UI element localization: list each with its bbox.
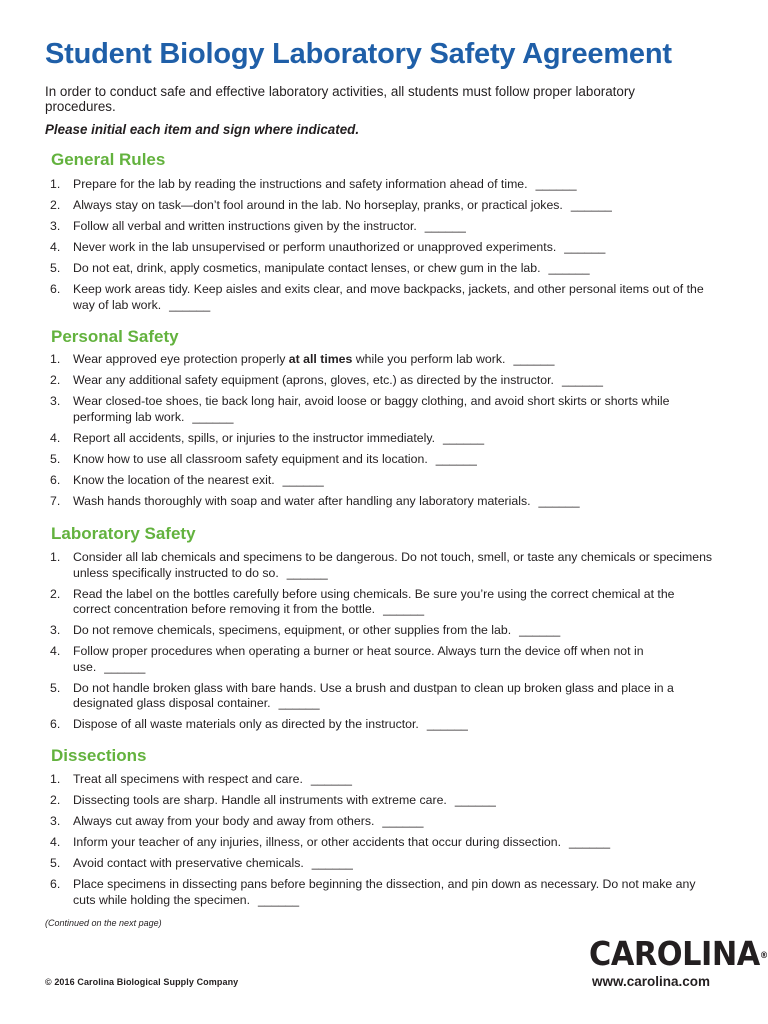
list-item xyxy=(45,394,713,425)
item-number: 3. xyxy=(50,219,61,233)
list-item xyxy=(45,877,713,908)
initial-blank[interactable]: ______ xyxy=(278,696,320,710)
item-number: 1. xyxy=(50,352,61,366)
initial-blank[interactable]: ______ xyxy=(382,814,424,828)
list-item xyxy=(45,261,713,277)
section-title-personal-safety: Personal Safety xyxy=(51,327,179,346)
logo-wordmark: CAROLINA xyxy=(589,934,760,973)
list-item xyxy=(45,587,713,618)
item-text: Treat all specimens with respect and care. xyxy=(73,772,303,786)
item-number: 7. xyxy=(50,493,61,508)
list-item xyxy=(45,431,713,447)
item-text: Never work in the lab unsupervised or perform unauthorized or unapproved experiments. xyxy=(73,240,557,254)
item-text: Dissecting tools are sharp. Handle all instruments with extreme care. xyxy=(73,793,447,807)
initial-blank[interactable]: ______ xyxy=(443,430,485,445)
item-text: Report all accidents, spills, or injuries to the instructor immediately. xyxy=(73,430,435,445)
list-item xyxy=(45,835,713,851)
item-text: Consider all lab chemicals and specimens to be dangerous. Do not touch, smell, or taste any chemicals or specimens unless specifically instructed to do so. xyxy=(73,550,713,580)
item-emphasis: at all times xyxy=(288,352,353,366)
list-item xyxy=(45,856,713,872)
item-number: 5. xyxy=(50,856,61,870)
item-number: 4. xyxy=(50,835,61,849)
continued-note: (Continued on the next page) xyxy=(45,918,162,928)
item-number: 2. xyxy=(50,373,61,387)
section-title-dissections: Dissections xyxy=(51,746,147,765)
list-item xyxy=(45,282,713,313)
initial-blank[interactable]: ______ xyxy=(454,793,496,807)
carolina-logo xyxy=(589,934,768,973)
initial-blank[interactable]: ______ xyxy=(286,565,328,580)
item-text: Do not handle broken glass with bare hands. Use a brush and dustpan to clean up broken glass and place in a designated glass disposal container. xyxy=(73,680,674,710)
list-item xyxy=(45,473,713,489)
item-text: Always stay on task—don’t fool around in the lab. No horseplay, pranks, or practical jokes. xyxy=(73,198,563,212)
item-text: Wear closed-toe shoes, tie back long hair, avoid loose or baggy clothing, and avoid short skirts or shorts while performing lab work. xyxy=(73,394,670,424)
initial-blank[interactable]: ______ xyxy=(519,623,561,637)
initial-blank[interactable]: ______ xyxy=(569,835,611,849)
section-title-general-rules: General Rules xyxy=(51,150,166,169)
item-number: 4. xyxy=(50,430,61,445)
initial-blank[interactable]: ______ xyxy=(548,261,590,275)
section-title-laboratory-safety: Laboratory Safety xyxy=(51,524,196,543)
item-text: Read the label on the bottles carefully before using chemicals. Be sure you’re using the correct chemical at the correct concentration before removing it from the bottle. xyxy=(73,586,675,616)
item-text: Know the location of the nearest exit. xyxy=(73,472,275,487)
initial-blank[interactable]: ______ xyxy=(310,772,352,786)
item-text: Do not eat, drink, apply cosmetics, manipulate contact lenses, or chew gum in the lab. xyxy=(73,261,541,275)
item-text: Know how to use all classroom safety equipment and its location. xyxy=(73,451,428,466)
list-item xyxy=(45,793,713,809)
list-item xyxy=(45,494,713,510)
initial-blank[interactable]: ______ xyxy=(282,472,324,487)
list-personal-safety xyxy=(45,352,713,509)
item-number: 6. xyxy=(50,282,61,296)
list-item xyxy=(45,623,713,639)
initial-blank[interactable]: ______ xyxy=(535,177,577,191)
item-number: 5. xyxy=(50,261,61,275)
initial-blank[interactable]: ______ xyxy=(424,219,466,233)
initial-blank[interactable]: ______ xyxy=(561,373,604,387)
item-number: 6. xyxy=(50,877,61,891)
list-item xyxy=(45,219,713,235)
list-item xyxy=(45,772,713,788)
list-item xyxy=(45,177,713,193)
item-number: 4. xyxy=(50,644,61,658)
item-text: Prepare for the lab by reading the instructions and safety information ahead of time. xyxy=(73,177,528,191)
instruction-text: Please initial each item and sign where indicated. xyxy=(45,122,360,137)
item-number: 6. xyxy=(50,472,61,487)
item-number: 6. xyxy=(50,717,61,731)
list-item xyxy=(45,681,713,712)
item-text: Wear any additional safety equipment (aprons, gloves, etc.) as directed by the instructor. xyxy=(73,373,554,387)
initial-blank[interactable]: ______ xyxy=(192,409,234,424)
item-number: 2. xyxy=(50,586,61,601)
item-text: Inform your teacher of any injuries, illness, or other accidents that occur during dissection. xyxy=(73,835,562,849)
initial-blank[interactable]: ______ xyxy=(104,659,146,674)
item-number: 2. xyxy=(50,198,61,212)
item-number: 5. xyxy=(50,451,61,466)
list-item xyxy=(45,373,713,389)
initial-blank[interactable]: ______ xyxy=(435,451,477,466)
list-item xyxy=(45,717,713,733)
item-text: Follow proper procedures when operating a burner or heat source. Always turn the device off when not in use. xyxy=(73,644,644,674)
list-item xyxy=(45,644,713,675)
list-item xyxy=(45,198,713,214)
initial-blank[interactable]: ______ xyxy=(538,493,580,508)
list-item xyxy=(45,550,713,581)
item-text: Follow all verbal and written instructions given by the instructor. xyxy=(73,219,417,233)
item-text: Keep work areas tidy. Keep aisles and exits clear, and move backpacks, jackets, and other personal items out of the way of lab work. xyxy=(73,282,704,312)
item-text: Dispose of all waste materials only as directed by the instructor. xyxy=(73,717,419,731)
initial-blank[interactable]: ______ xyxy=(426,717,468,731)
copyright-text: © 2016 Carolina Biological Supply Company xyxy=(45,977,239,987)
item-number: 1. xyxy=(50,177,61,191)
initial-blank[interactable]: ______ xyxy=(311,856,353,870)
list-item xyxy=(45,240,713,256)
item-number: 1. xyxy=(50,550,61,564)
item-number: 3. xyxy=(50,623,61,637)
item-text: Always cut away from your body and away from others. xyxy=(73,814,375,828)
item-number: 1. xyxy=(50,772,61,786)
list-dissections xyxy=(45,772,713,908)
list-item xyxy=(45,352,713,368)
item-number: 3. xyxy=(50,814,61,828)
initial-blank[interactable]: ______ xyxy=(570,198,612,212)
page-title: Student Biology Laboratory Safety Agreement xyxy=(45,38,672,70)
list-general-rules xyxy=(45,177,713,313)
initial-blank[interactable]: ______ xyxy=(564,240,606,254)
item-number: 2. xyxy=(50,793,61,807)
list-item xyxy=(45,814,713,830)
initial-blank[interactable]: ______ xyxy=(258,892,300,907)
item-text: Wear approved eye protection properly xyxy=(73,352,289,366)
website-url[interactable]: www.carolina.com xyxy=(592,974,711,989)
registered-mark: ® xyxy=(759,951,768,961)
list-laboratory-safety xyxy=(45,550,713,733)
item-number: 5. xyxy=(50,680,61,695)
item-text: while you perform lab work. xyxy=(352,352,506,366)
item-text: Place specimens in dissecting pans before beginning the dissection, and pin down as necessary. Do not make any cuts while holding the specimen. xyxy=(73,877,696,907)
initial-blank[interactable]: ______ xyxy=(383,602,425,616)
item-text: Wash hands thoroughly with soap and water after handling any laboratory materials. xyxy=(73,493,531,508)
item-text: Do not remove chemicals, specimens, equipment, or other supplies from the lab. xyxy=(73,623,512,637)
list-item xyxy=(45,452,713,468)
intro-paragraph: In order to conduct safe and effective laboratory activities, all students must follow proper laboratory procedures. xyxy=(45,84,635,114)
item-text: Avoid contact with preservative chemicals. xyxy=(73,856,304,870)
item-number: 4. xyxy=(50,240,61,254)
initial-blank[interactable]: ______ xyxy=(169,297,211,312)
initial-blank[interactable]: ______ xyxy=(513,352,555,366)
item-number: 3. xyxy=(50,394,61,408)
